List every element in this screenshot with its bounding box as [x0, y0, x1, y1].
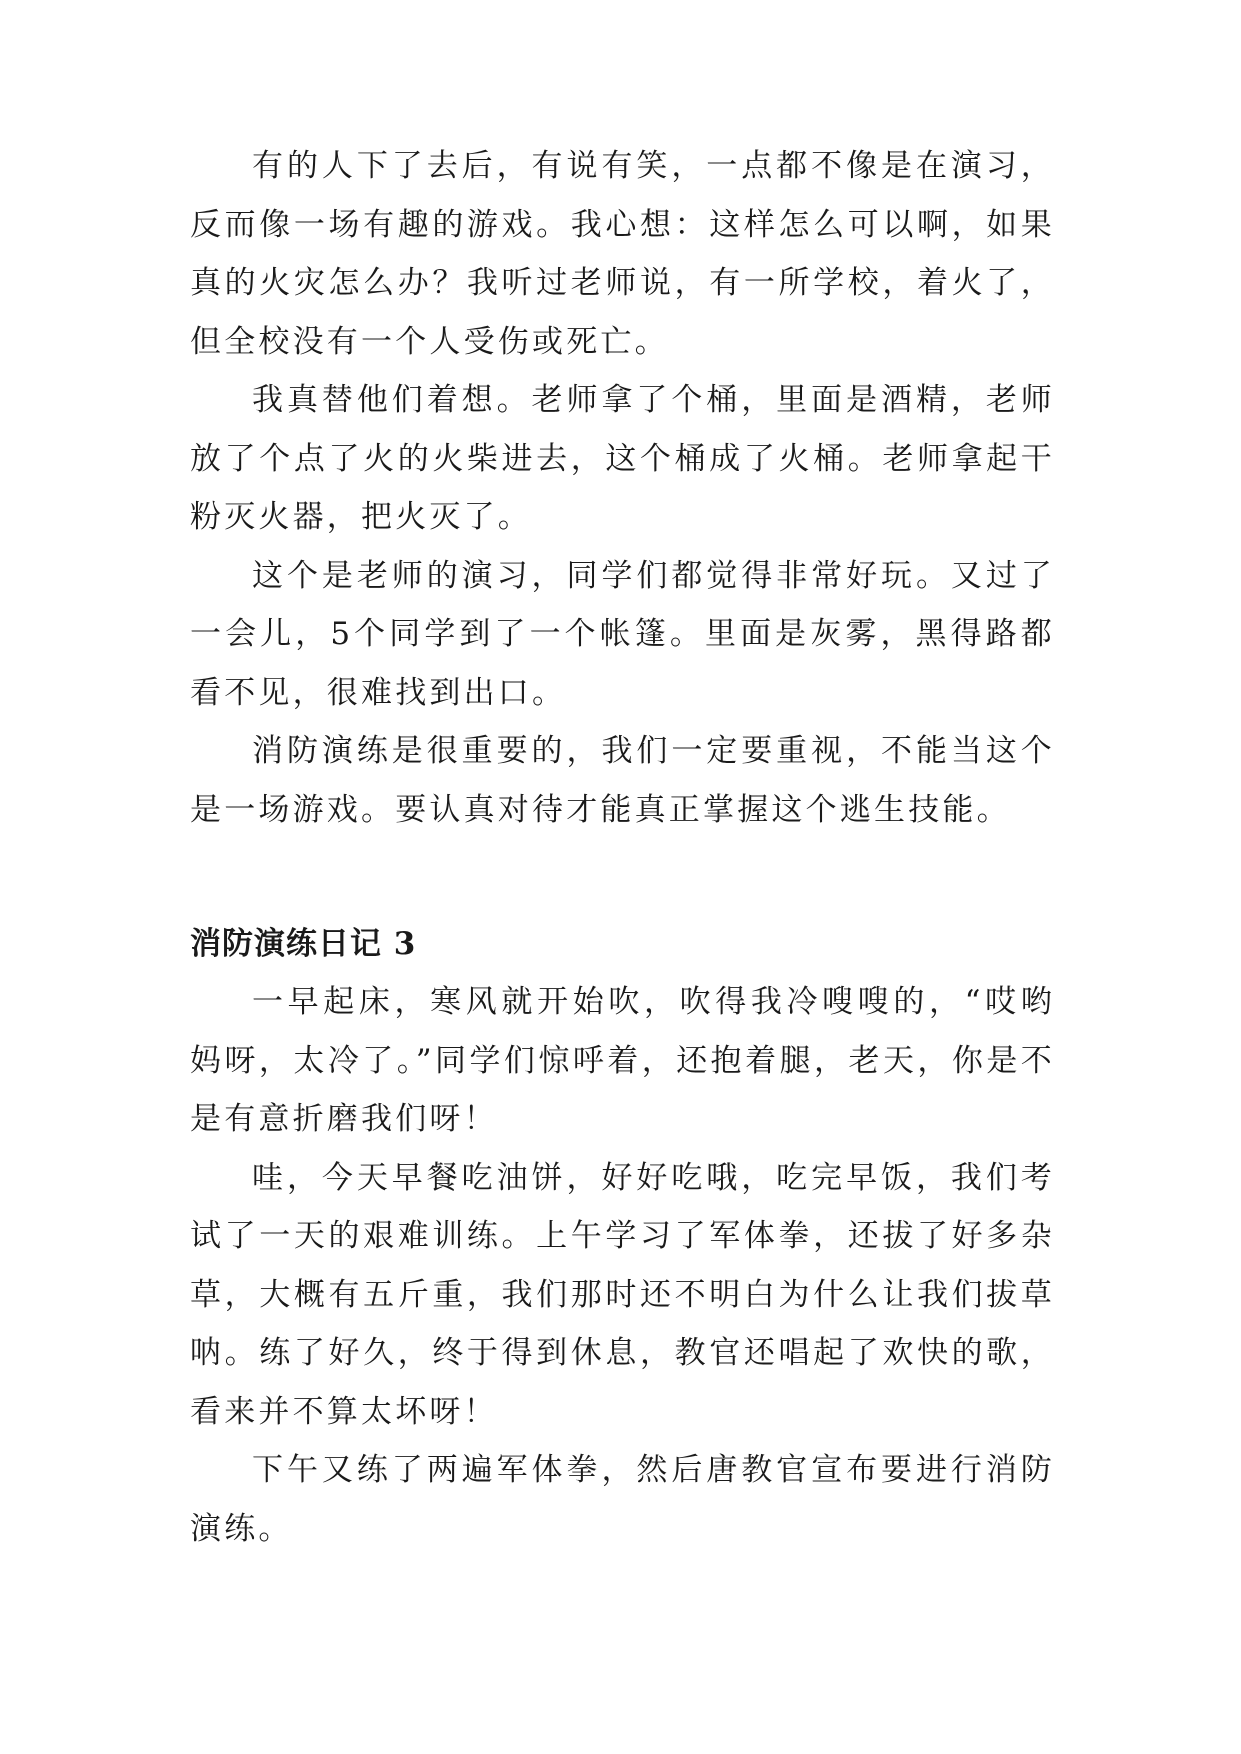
paragraph-7: 下午又练了两遍军体拳，然后唐教官宣布要进行消防演练。	[190, 1452, 1055, 1547]
paragraph-1: 有的人下了去后，有说有笑，一点都不像是在演习，反而像一场有趣的游戏。我心想：这样怎么可以啊，如果真的火灾怎么办？我听过老师说，有一所学校，着火了，但全校没有一个人受伤或死亡。	[190, 148, 1055, 360]
paragraph-4: 消防演练是很重要的，我们一定要重视，不能当这个是一场游戏。要认真对待才能真正掌握这个逃生技能。	[190, 733, 1055, 828]
paragraph-3: 这个是老师的演习，同学们都觉得非常好玩。又过了一会儿，5个同学到了一个帐篷。里面是灰雾，黑得路都看不见，很难找到出口。	[190, 557, 1055, 711]
section-2	[190, 915, 1055, 1558]
section-1-body	[190, 137, 1055, 839]
paragraph-2: 我真替他们着想。老师拿了个桶，里面是酒精，老师放了个点了火的火柴进去，这个桶成了火桶。老师拿起干粉灭火器，把火灭了。	[190, 382, 1055, 535]
paragraph-5: 一早起床，寒风就开始吹，吹得我冷嗖嗖的，“哎哟妈呀，太冷了。”同学们惊呼着，还抱着腿，老天，你是不是有意折磨我们呀！	[190, 984, 1055, 1137]
section-title: 消防演练日记 3	[190, 926, 417, 962]
paragraph-6: 哇，今天早餐吃油饼，好好吃哦，吃完早饭，我们考试了一天的艰难训练。上午学习了军体拳，还拔了好多杂草，大概有五斤重，我们那时还不明白为什么让我们拔草呐。练了好久，终于得到休息，教官还唱起了欢快的歌，看来并不算太坏呀！	[190, 1159, 1055, 1430]
